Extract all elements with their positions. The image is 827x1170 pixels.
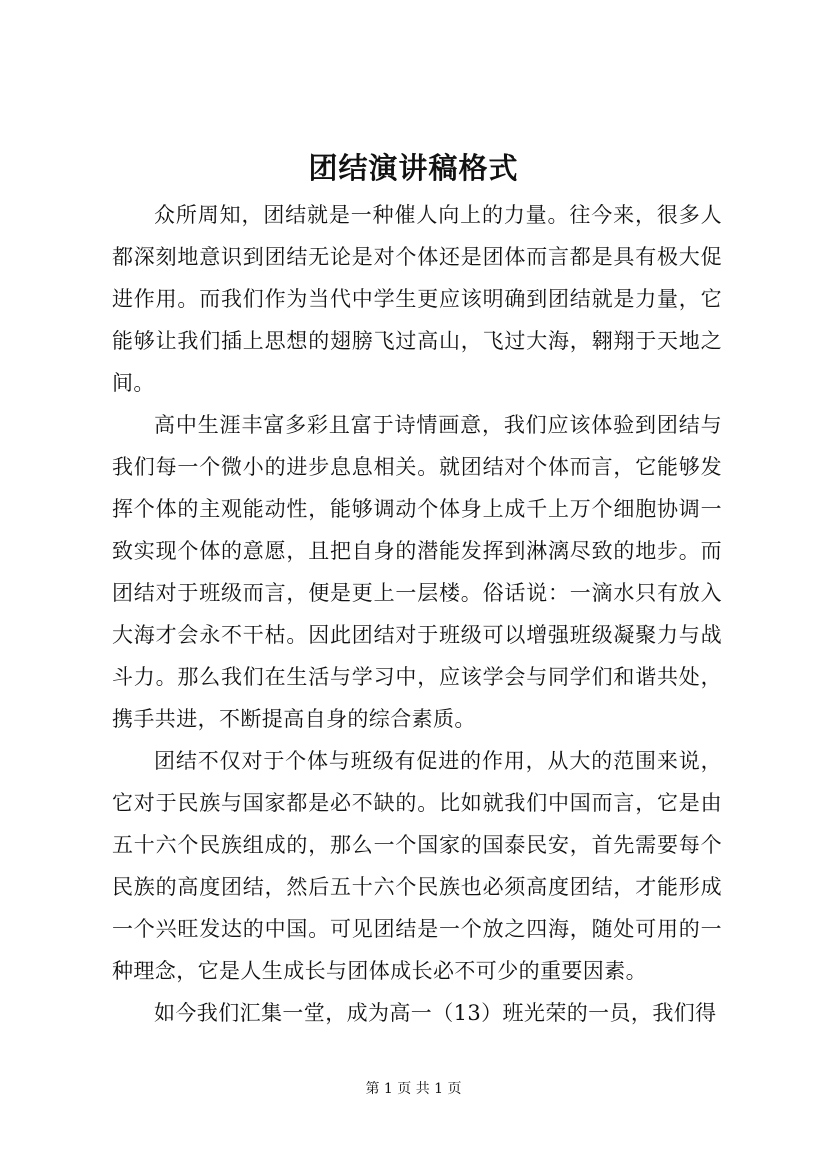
document-title: 团结演讲稿格式 (308, 151, 519, 185)
page-footer: 第 1 页 共 1 页 (365, 1081, 462, 1097)
paragraph-4: 如今我们汇集一堂，成为高一（13）班光荣的一员，我们得 (154, 1001, 717, 1025)
paragraph-3: 团结不仅对于个体与班级有促进的作用，从大的范围来说，它对于民族与国家都是必不缺的。比如就我们中国而言，它是由五十六个民族组成的，那么一个国家的国泰民安，首先需要每个民族的高度团结，然后五十六个民族也必须高度团结，才能形成一个兴旺发达的中国。可见团结是一个放之四海，随处可用的一种理念，它是人生成长与团体成长必不可少的重要因素。 (112, 749, 722, 983)
paragraph-2: 高中生涯丰富多彩且富于诗情画意，我们应该体验到团结与我们每一个微小的进步息息相关。就团结对个体而言，它能够发挥个体的主观能动性，能够调动个体身上成千上万个细胞协调一致实现个体的意愿，且把自身的潜能发挥到淋漓尽致的地步。而团结对于班级而言，便是更上一层楼。俗话说：一滴水只有放入大海才会永不干枯。因此团结对于班级可以增强班级凝聚力与战斗力。那么我们在生活与学习中，应该学会与同学们和谐共处，携手共进，不断提高自身的综合素质。 (112, 413, 722, 731)
document-body (112, 194, 722, 1034)
paragraph-1: 众所周知，团结就是一种催人向上的力量。往今来，很多人都深刻地意识到团结无论是对个体还是团体而言都是具有极大促进作用。而我们作为当代中学生更应该明确到团结就是力量，它能够让我们插上思想的翅膀飞过高山，飞过大海，翱翔于天地之间。 (112, 203, 722, 395)
